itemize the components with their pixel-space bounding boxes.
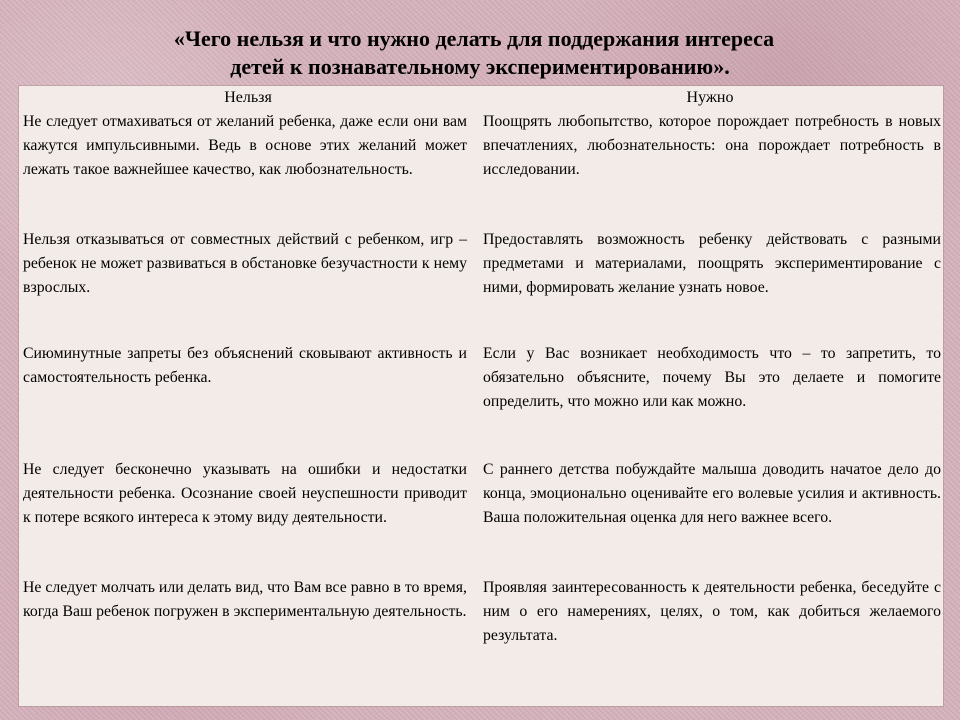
page-title: [0, 25, 960, 81]
forbidden-cell: [19, 458, 477, 576]
recommended-cell: [477, 110, 943, 228]
recommended-text: Если у Вас возникает необходимость что – то запретить, то обязательно объясните, почему Вы это делаете и помогите определить, что можно или как можно.: [483, 345, 941, 410]
column-header-forbidden: Нельзя: [224, 89, 272, 106]
table-row: [19, 228, 943, 342]
forbidden-cell: [19, 576, 477, 706]
forbidden-text: Не следует молчать или делать вид, что Вам все равно в то время, когда Ваш ребенок погружен в экспериментальную деятельность.: [23, 579, 467, 620]
recommended-text: Предоставлять возможность ребенку действовать с разными предметами и материалами, поощрять экспериментирование с ними, формировать желание узнать новое.: [483, 231, 941, 296]
table-row: [19, 576, 943, 706]
table-body: [19, 110, 943, 706]
recommended-text: Проявляя заинтересованность к деятельности ребенка, беседуйте с ним о его намерениях, целях, о том, как добиться желаемого результата.: [483, 579, 941, 644]
page-title-line-2: детей к познавательному экспериментированию».: [230, 53, 730, 79]
forbidden-cell: [19, 228, 477, 342]
recommended-cell: [477, 228, 943, 342]
forbidden-cell: [19, 342, 477, 458]
recommended-text: С раннего детства побуждайте малыша доводить начатое дело до конца, эмоционально оценивайте его волевые усилия и активность. Ваша положительная оценка для него важнее всего.: [483, 461, 941, 526]
forbidden-text: Нельзя отказываться от совместных действий с ребенком, игр – ребенок не может развиваться в обстановке безучастности к нему взрослых.: [23, 231, 467, 296]
forbidden-cell: [19, 110, 477, 228]
column-header-recommended: Нужно: [686, 89, 734, 106]
recommended-cell: [477, 458, 943, 576]
recommended-text: Поощрять любопытство, которое порождает потребность в новых впечатлениях, любознательность: она порождает потребность в исследовании.: [483, 113, 941, 178]
recommended-cell: [477, 576, 943, 706]
recommended-cell: [477, 342, 943, 458]
page-title-line-1: «Чего нельзя и что нужно делать для поддержания интереса: [173, 25, 775, 51]
forbidden-text: Не следует отмахиваться от желаний ребенка, даже если они вам кажутся импульсивными. Ведь в основе этих желаний может лежать такое важнейшее качество, как любознательность.: [23, 113, 467, 178]
table-row: [19, 110, 943, 228]
table-header: [19, 86, 943, 110]
table-row: [19, 342, 943, 458]
table-row: [19, 458, 943, 576]
forbidden-text: Сиюминутные запреты без объяснений сковывают активность и самостоятельность ребенка.: [23, 345, 467, 386]
table-header-row: [19, 86, 943, 110]
forbidden-text: Не следует бесконечно указывать на ошибки и недостатки деятельности ребенка. Осознание своей неуспешности приводит к потере всякого интереса к этому виду деятельности.: [23, 461, 467, 526]
recommendations-table: [19, 86, 943, 706]
